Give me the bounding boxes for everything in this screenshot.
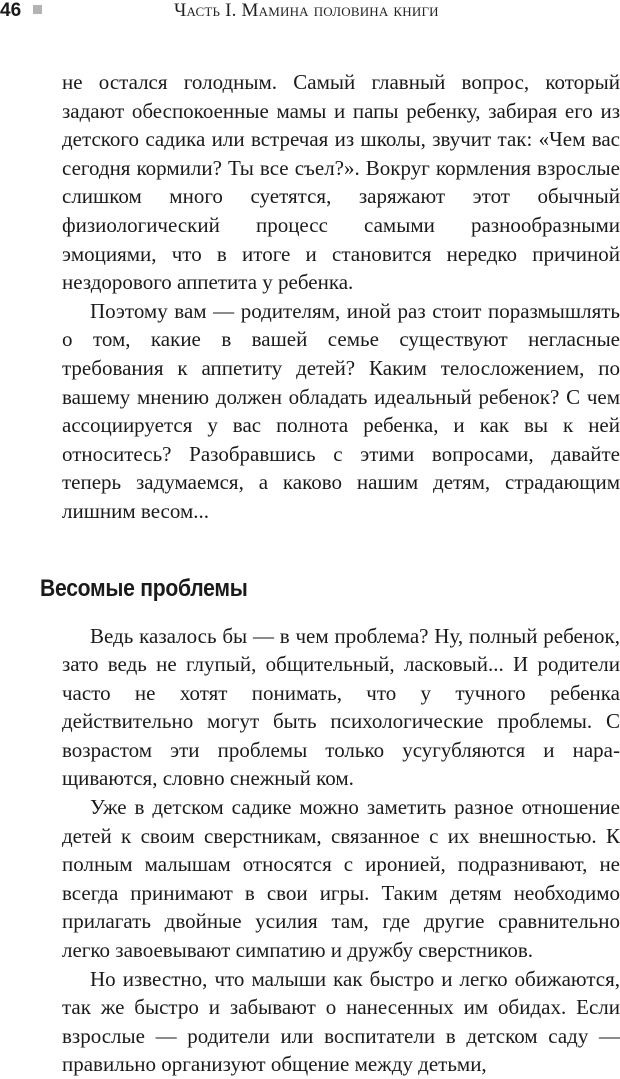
page-number: 46 [0,0,22,21]
paragraph: Ведь казалось бы — в чем проблема? Ну, полный ребенок, зато ведь не глупый, общительный, ласковый... И родители часто не хотят понимать, что у тучного ребенка действительно могут быть психологические проблемы. С возрастом эти проблемы только усугубляются и наращиваются, словно снежный ком. [62,623,620,791]
paragraph: Поэтому вам — родителям, иной раз стоит поразмышлять о том, какие в вашей семье существуют негласные требования к аппетиту детей? Каким телосложением, по вашему мнению должен обладать идеальный ребенок? С чем ассоциируется у вас полнота ребенка, и как вы к ней относитесь? Разобравшись с этими вопросами, давайте теперь задумаемся, а каково нашим детям, страдающим лишним весом... [62,298,620,523]
paragraph: Но известно, что малыши как быстро и легко обижаются, так же быстро и забывают о нанесенных им обидах. Если взрослые — родители или воспитатели в детском саду — правильно организуют общение между детьми, [62,966,620,1077]
section-heading: Весомые проблемы [40,574,248,602]
header-square-ornament [33,5,42,14]
running-header [0,0,620,30]
paragraph: Уже в детском садике можно заметить разное отношение детей к своим сверстникам, связанное с их внешностью. К полным малышам относятся с иронией, подразнивают, не всегда принимают в свои игры. Таким детям необходимо прилагать двойные усилия там, где другие сравнительно легко завоевывают симпатию и дружбу сверстников. [62,795,620,963]
running-header-title: Часть I. Мамина половина книги [174,0,439,21]
paragraph-continued: не остался голодным. Самый главный вопрос, который задают обеспокоенные мамы и папы ребенку, забирая его из детского садика или встречая из школы, звучит так: «Чем вас сегодня кормили? Ты все съел?». Вокруг кормления взрослые слишком много суетятся, заряжают этот обычный физиологический процесс самыми разнообразными эмоциями, что в итоге и становится нередко причиной нездорового аппетита у ребенка. [62,70,620,295]
body-text [40,68,620,1079]
